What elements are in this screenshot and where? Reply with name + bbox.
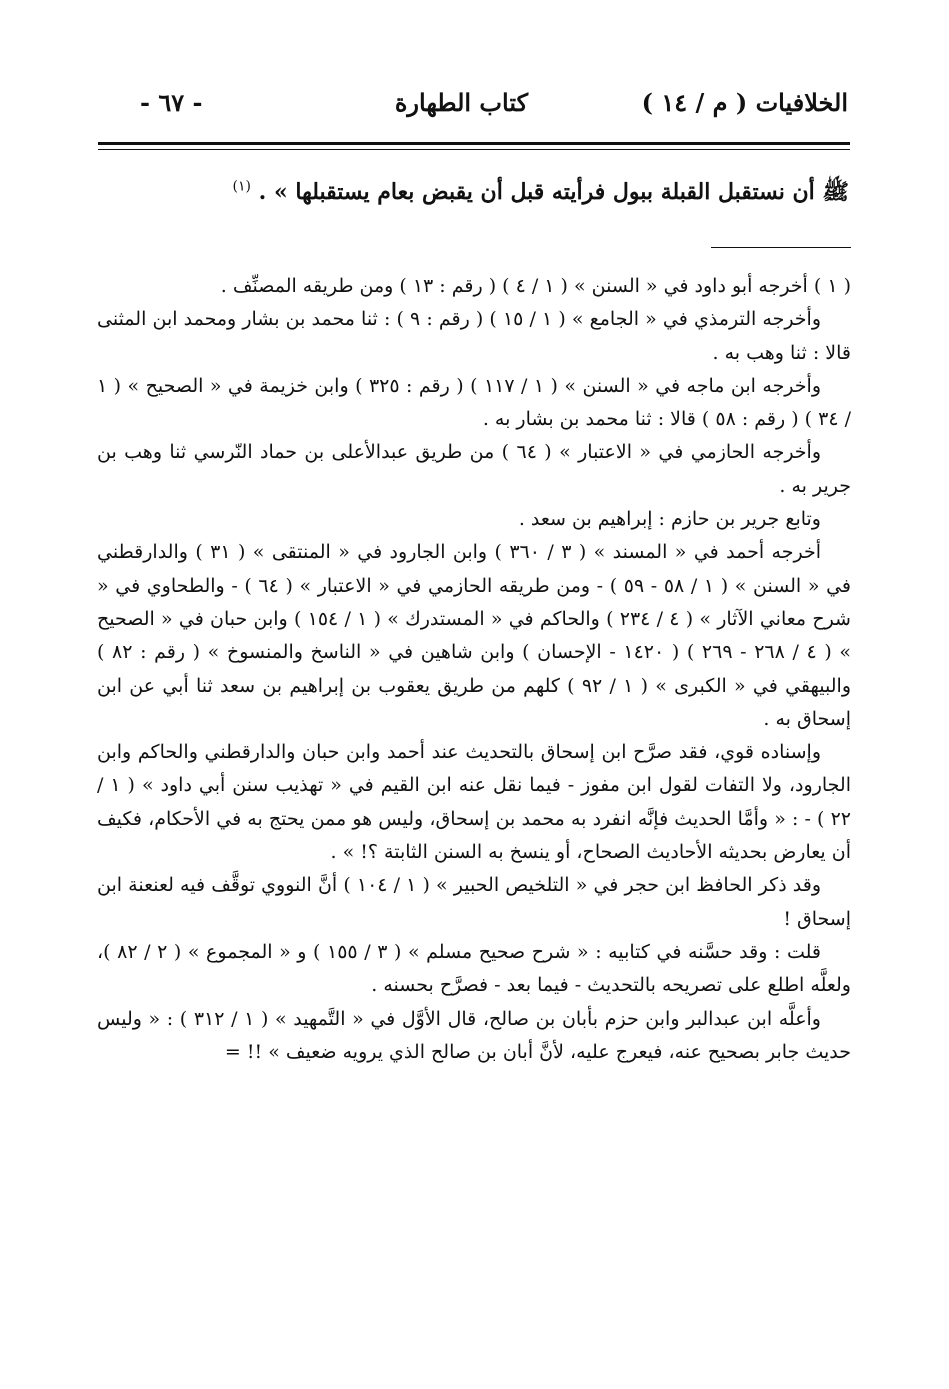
footnotes bbox=[97, 270, 851, 1069]
footnote-paragraph: وأخرجه الحازمي في « الاعتبار » ( ٦٤ ) من طريق عبدالأعلى بن حماد النّرسي ثنا وهب بن جرير به . bbox=[97, 441, 851, 497]
main-text-line bbox=[97, 178, 849, 210]
page-header bbox=[100, 88, 848, 128]
footnote-paragraph: ( ١ ) أخرجه أبو داود في « السنن » ( ١ / ٤ ) ( رقم : ١٣ ) ومن طريقه المصنِّف . bbox=[220, 275, 851, 297]
footnote-paragraph: وأخرجه ابن ماجه في « السنن » ( ١ / ١١٧ ) ( رقم : ٣٢٥ ) وابن خزيمة في « الصحيح » ( ١ / ٣٤ ) ( رقم : ٥٨ ) قالا : ثنا محمد بن بشار به . bbox=[97, 374, 851, 431]
footnote-separator bbox=[711, 247, 851, 248]
running-head-title: كتاب الطهارة bbox=[394, 88, 528, 117]
footnote-paragraph: وتابع جرير بن حازم : إبراهيم بن سعد . bbox=[518, 508, 821, 531]
footnote-paragraph: وأخرجه الترمذي في « الجامع » ( ١ / ١٥ ) ( رقم : ٩ ) : ثنا محمد بن بشار ومحمد ابن المثنى قالا : ثنا وهب به . bbox=[97, 308, 851, 364]
footnote-paragraph: وقد ذكر الحافظ ابن حجر في « التلخيص الحبير » ( ١ / ١٠٤ ) أنَّ النووي توقَّف فيه لعنعنة ابن إسحاق ! bbox=[97, 874, 851, 930]
running-head-section: الخلافيات ( م / ١٤ ) bbox=[641, 88, 848, 117]
footnote-paragraph: وإسناده قوي، فقد صرَّح ابن إسحاق بالتحديث عند أحمد وابن حبان والدارقطني والحاكم وابن الجارود، ولا التفات لقول ابن مفوز - فيما نقل عنه ابن القيم في « تهذيب سنن أبي داود » ( ١ / ٢٢ ) - : « وأمَّا الحديث فإنَّه انفرد به محمد بن إسحاق، وليس هو ممن يحتج به في الأحكام، فكيف أن يعارض بحديثه الأحاديث الصحاح، أو ينسخ به السنن الثابتة ؟! » . bbox=[97, 741, 851, 864]
header-rule-thin bbox=[98, 149, 850, 150]
page-number: - ٦٧ - bbox=[140, 88, 203, 117]
main-text: ﷺ أن نستقبل القبلة ببول فرأيته قبل أن يقبض بعام يستقبلها » . bbox=[258, 179, 849, 205]
footnote-ref: (١) bbox=[232, 178, 251, 195]
footnote-paragraph: قلت : وقد حسَّنه في كتابيه : « شرح صحيح مسلم » ( ٣ / ١٥٥ ) و « المجموع » ( ٢ / ٨٢ )، ولعلَّه اطلع على تصريحه بالتحديث - فيما بعد - فصرَّح بحسنه . bbox=[97, 940, 851, 997]
footnote-paragraph: أخرجه أحمد في « المسند » ( ٣ / ٣٦٠ ) وابن الجارود في « المنتقى » ( ٣١ ) والدارقطني في « السنن » ( ١ / ٥٨ - ٥٩ ) - ومن طريقه الحازمي في « الاعتبار » ( ٦٤ ) - والطحاوي في « شرح معاني الآثار » ( ٤ / ٢٣٤ ) والحاكم في « المستدرك » ( ١ / ١٥٤ ) وابن حبان في « الصحيح » ( ٤ / ٢٦٨ - ٢٦٩ ) ( ١٤٢٠ - الإحسان ) وابن شاهين في « الناسخ والمنسوخ » ( رقم : ٨٢ ) والبيهقي في « الكبرى » ( ١ / ٩٢ ) كلهم من طريق يعقوب بن إبراهيم بن سعد ثنا أبي عن ابن إسحاق به . bbox=[97, 541, 851, 730]
header-rule-thick bbox=[98, 142, 850, 145]
footnote-paragraph: وأعلَّه ابن عبدالبر وابن حزم بأبان بن صالح، قال الأوَّل في « التَّمهيد » ( ١ / ٣١٢ ) : « وليس حديث جابر بصحيح عنه، فيعرج عليه، لأنَّ أبان بن صالح الذي يرويه ضعيف » !! = bbox=[97, 1007, 851, 1063]
